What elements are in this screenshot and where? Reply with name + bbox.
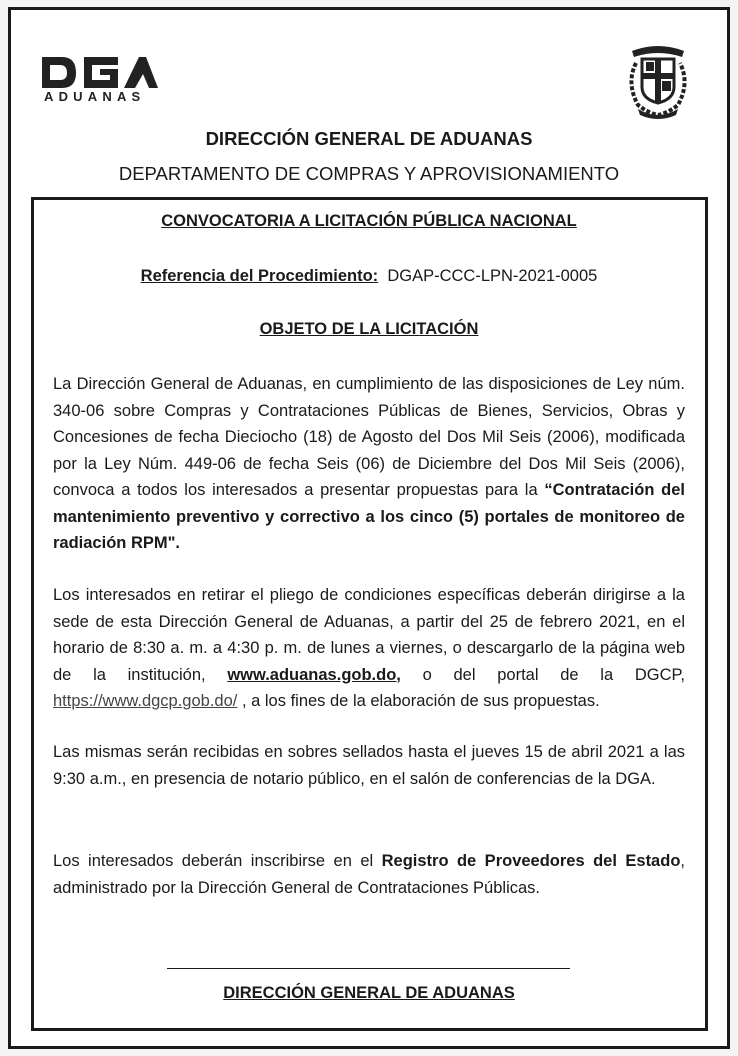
paragraph-conditions xyxy=(53,582,685,715)
aduanas-website-link[interactable]: www.aduanas.gob.do, xyxy=(227,665,401,684)
object-heading: OBJETO DE LA LICITACIÓN xyxy=(259,320,479,338)
dgcp-portal-link[interactable]: https://www.dgcp.gob.do/ xyxy=(53,692,238,710)
paragraph-text: o del portal de la DGCP, xyxy=(400,665,685,684)
paragraph-registry xyxy=(53,848,685,901)
paragraph-text: Los interesados deberán inscribirse en el xyxy=(53,852,382,870)
paragraph-object xyxy=(53,371,685,557)
procedure-reference xyxy=(0,267,738,286)
paragraph-text: Los interesados en retirar el pliego de condiciones específicas deberán dirigirse a la sede de esta Dirección General de Aduanas, a partir del 25 de febrero 2021, en el horario de 8:30 a. m. a 4:30 p. m. de lunes a viernes, o descargarlo de la página web de la institución, xyxy=(53,586,685,684)
signature-line xyxy=(167,968,570,969)
header-title: DIRECCIÓN GENERAL DE ADUANAS xyxy=(205,128,533,149)
dominican-coat-of-arms-icon xyxy=(622,43,694,119)
header-department: DEPARTAMENTO DE COMPRAS Y APROVISIONAMIENTO xyxy=(118,163,620,184)
reference-value: DGAP-CCC-LPN-2021-0005 xyxy=(387,267,598,285)
paragraph-text: , a los fines de la elaboración de sus propuestas. xyxy=(237,692,600,710)
paragraph-reception xyxy=(53,739,685,792)
paragraph-text: La Dirección General de Aduanas, en cumplimiento de las disposiciones de Ley núm. 340-06 sobre Compras y Contrataciones Públicas de Bienes, Servicios, Obras y Concesiones de fecha Dieciocho (18) de Agosto del Dos Mil Seis (2006), modificada por la Ley Núm. 449-06 de fecha Seis (06) de Diciembre del Dos Mil Seis (2006), convoca a todos los interesados a presentar propuestas para la xyxy=(53,375,685,499)
registry-name: Registro de Proveedores del Estado xyxy=(381,852,681,870)
logo-wordmark: ADUANAS xyxy=(44,89,146,104)
paragraph-text: , administrado por la Dirección General de Contrataciones Públicas. xyxy=(53,852,685,897)
contract-title: “Contratación del mantenimiento preventivo y correctivo a los cinco (5) portales de monitoreo de radiación RPM". xyxy=(53,481,685,552)
paragraph-text: Las mismas serán recibidas en sobres sellados hasta el jueves 15 de abril 2021 a las 9:30 a.m., en presencia de notario público, en el salón de conferencias de la DGA. xyxy=(53,743,685,788)
notice-heading: CONVOCATORIA A LICITACIÓN PÚBLICA NACIONAL xyxy=(161,212,577,230)
signature-name: DIRECCIÓN GENERAL DE ADUANAS xyxy=(223,984,515,1002)
reference-label: Referencia del Procedimiento: xyxy=(140,267,379,285)
